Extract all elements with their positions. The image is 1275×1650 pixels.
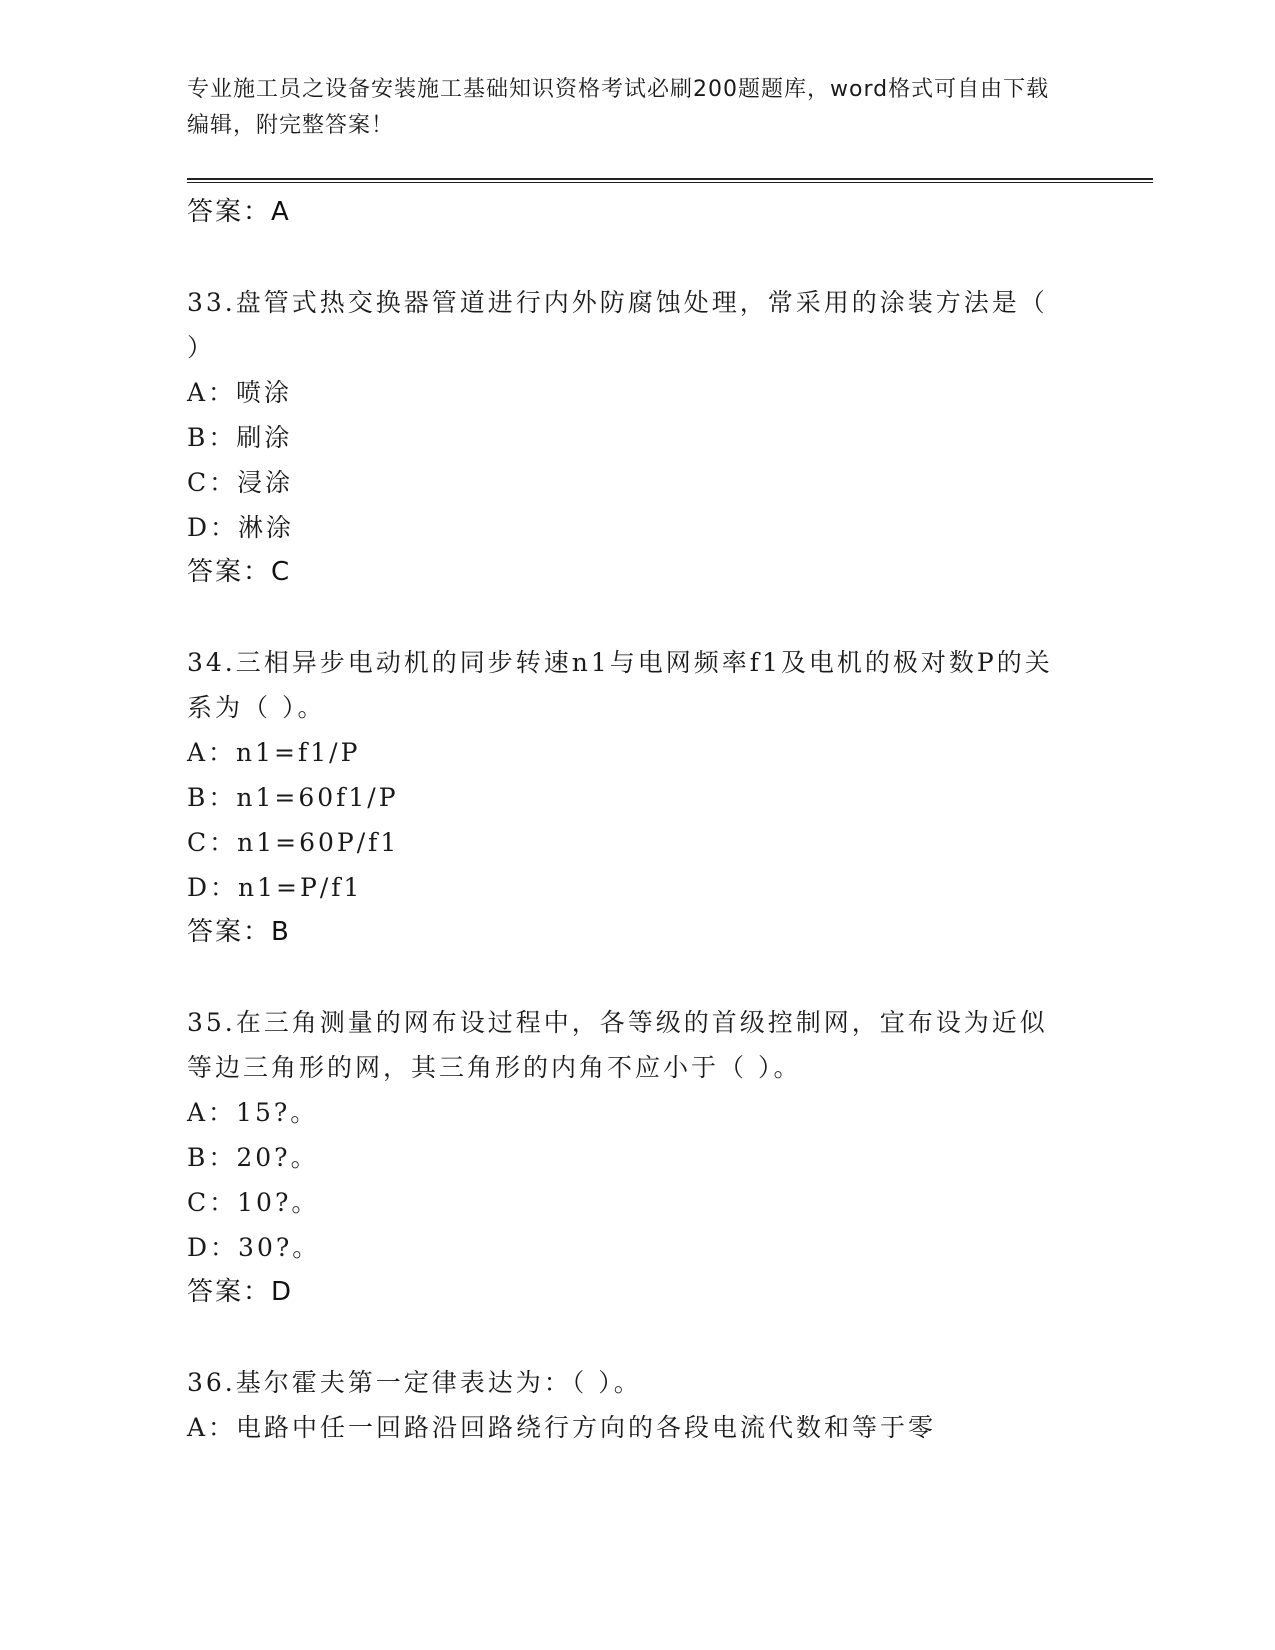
option-b: B：n1=60f1/P: [187, 783, 399, 812]
question-block: [187, 1360, 1087, 1450]
answer-line: 答案：B: [187, 917, 291, 947]
question-block: [187, 1000, 1087, 1315]
option-a: A：电路中任一回路沿回路绕行方向的各段电流代数和等于零: [187, 1413, 937, 1442]
question-list: [187, 190, 1087, 1450]
option-b: B：刷涂: [187, 423, 293, 452]
option-d: D：30?。: [187, 1233, 321, 1262]
spacer: [187, 955, 1087, 1000]
answer-line: 答案：A: [187, 197, 291, 227]
question-stem: 35.在三角测量的网布设过程中，各等级的首级控制网，宜布设为近似等边三角形的网，其三角形的内角不应小于（ ）。: [187, 1008, 1048, 1082]
question-block: [187, 640, 1087, 955]
option-c: C：10?。: [187, 1188, 320, 1217]
question-stem: 34.三相异步电动机的同步转速n1与电网频率f1及电机的极对数P的关系为（ ）。: [187, 648, 1053, 722]
option-a: A：15?。: [187, 1098, 319, 1127]
spacer: [187, 595, 1087, 640]
document-header: 专业施工员之设备安装施工基础知识资格考试必刷200题题库，word格式可自由下载编辑，附完整答案！: [187, 77, 1050, 138]
question-stem: 36.基尔霍夫第一定律表达为：（ ）。: [187, 1368, 642, 1397]
option-a: A：n1=f1/P: [187, 738, 361, 767]
question-stem: 33.盘管式热交换器管道进行内外防腐蚀处理，常采用的涂装方法是（ ）: [187, 288, 1048, 362]
option-d: D：淋涂: [187, 513, 295, 542]
option-c: C：浸涂: [187, 468, 294, 497]
answer-line: 答案：D: [187, 1277, 294, 1307]
question-block: [187, 280, 1087, 595]
answer-line: 答案：C: [187, 557, 292, 587]
option-c: C：n1=60P/f1: [187, 828, 400, 857]
spacer: [187, 235, 1087, 280]
header-divider: [187, 178, 1153, 183]
spacer: [187, 1315, 1087, 1360]
option-a: A：喷涂: [187, 378, 293, 407]
option-b: B：20?。: [187, 1143, 319, 1172]
option-d: D：n1=P/f1: [187, 873, 363, 902]
